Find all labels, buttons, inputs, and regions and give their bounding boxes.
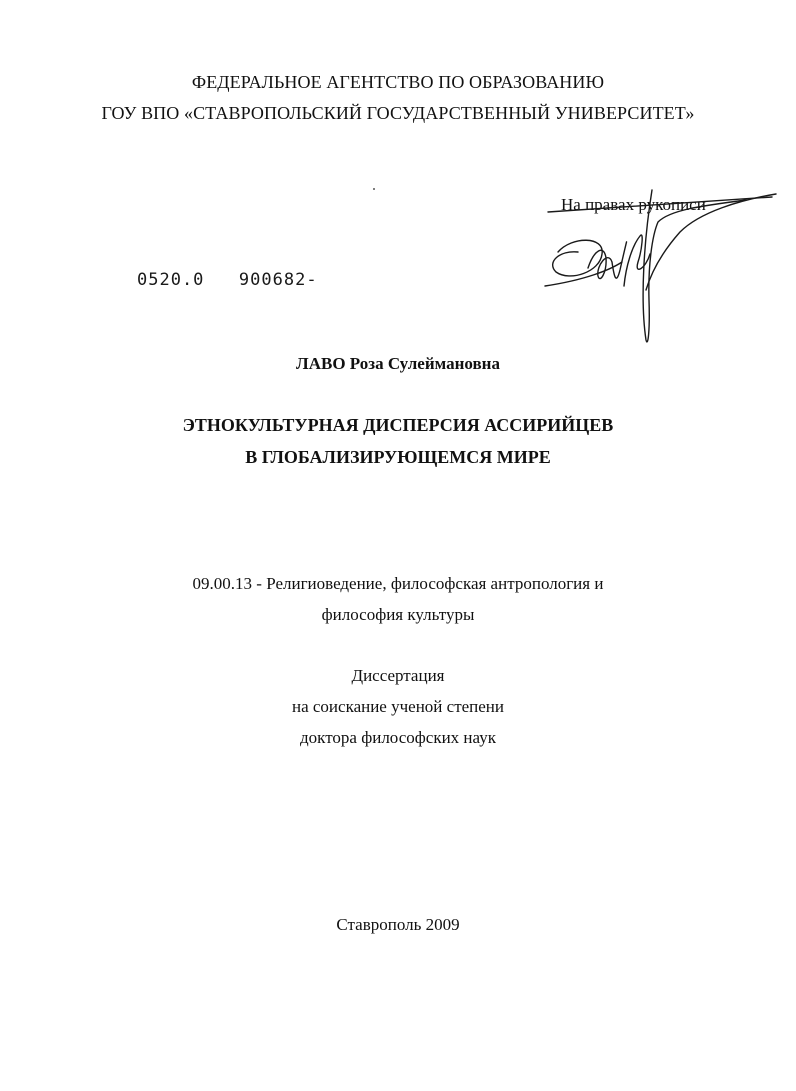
registration-code-part2: 900682- bbox=[238, 270, 318, 290]
dissertation-label: Диссертация bbox=[351, 666, 445, 685]
specialty-line-2: философия культуры bbox=[321, 605, 475, 624]
degree-line-2: доктора философских наук bbox=[300, 728, 496, 747]
title-line-2: В ГЛОБАЛИЗИРУЮЩЕМСЯ МИРЕ bbox=[245, 447, 551, 467]
manuscript-note: На правах рукописи bbox=[561, 195, 706, 214]
agency-name: ФЕДЕРАЛЬНОЕ АГЕНТСТВО ПО ОБРАЗОВАНИЮ bbox=[191, 72, 605, 92]
registration-code bbox=[137, 270, 318, 290]
university-name: ГОУ ВПО «СТАВРОПОЛЬСКИЙ ГОСУДАРСТВЕННЫЙ УНИВЕРСИТЕТ» bbox=[101, 103, 695, 123]
registration-code-part1: 0520.0 bbox=[137, 270, 205, 290]
specialty-line-1: 09.00.13 - Религиоведение, философская антропология и bbox=[192, 574, 604, 593]
title-line-1: ЭТНОКУЛЬТУРНАЯ ДИСПЕРСИЯ АССИРИЙЦЕВ bbox=[182, 415, 614, 435]
author-name: ЛАВО Роза Сулеймановна bbox=[296, 354, 500, 373]
degree-line-1: на соискание ученой степени bbox=[291, 697, 505, 716]
city-year: Ставрополь 2009 bbox=[336, 915, 460, 934]
scan-speck bbox=[373, 188, 375, 190]
